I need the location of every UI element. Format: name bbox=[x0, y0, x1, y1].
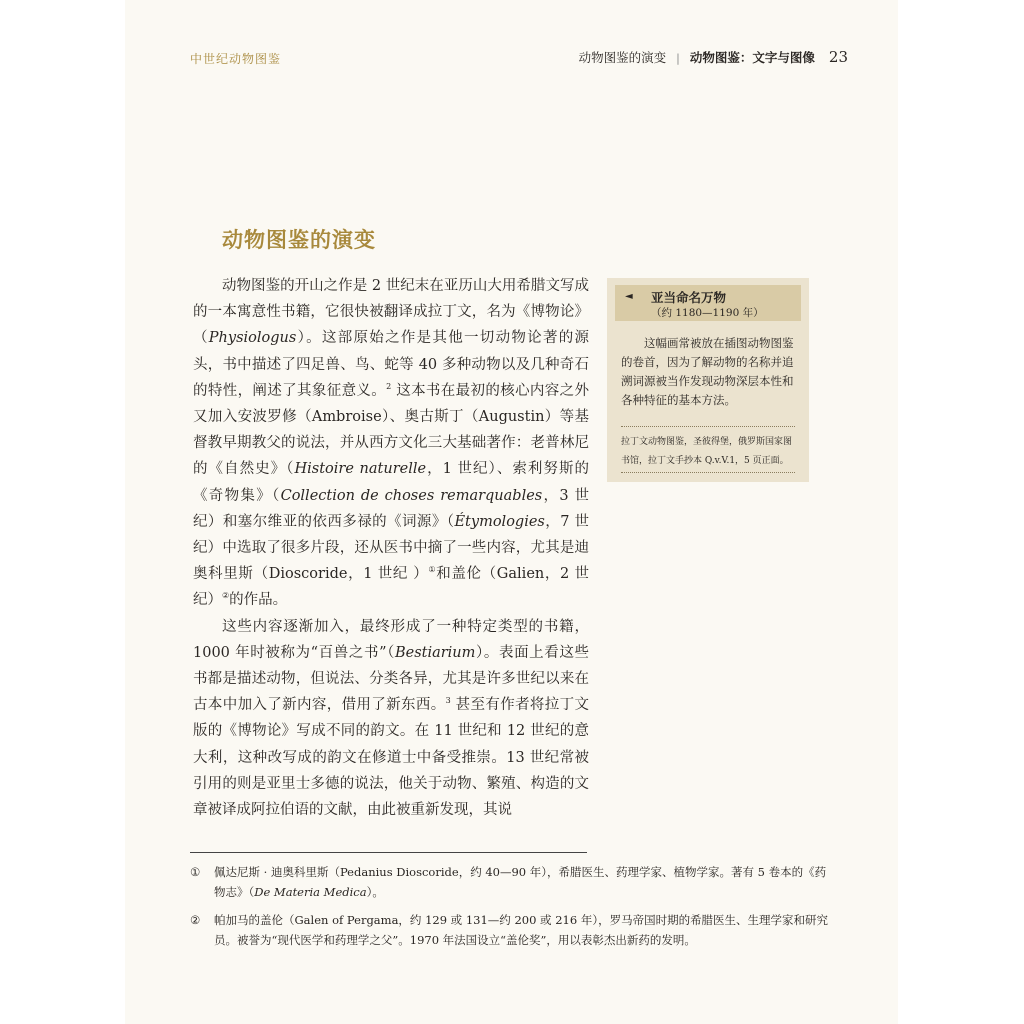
caption-source: 拉丁文动物图鉴，圣彼得堡，俄罗斯国家图书馆，拉丁文手抄本 Q.v.V.1，5 页正面。 bbox=[621, 437, 793, 466]
footnote-1: ① 佩达尼斯 · 迪奥科里斯（Pedanius Dioscoride，约 40—90 年），希腊医生、药理学家、植物学家。著有 5 卷本的《药物志》（De Materia Medica）。 bbox=[190, 862, 830, 902]
body-text bbox=[193, 273, 589, 823]
note-ref: 3 bbox=[445, 696, 451, 706]
caption-title: 亚当命名万物 bbox=[651, 290, 727, 305]
divider bbox=[621, 426, 795, 427]
note-ref: 2 bbox=[386, 381, 392, 391]
caption-header bbox=[615, 285, 801, 321]
running-head bbox=[579, 48, 848, 66]
footnote-2: ② 帕加马的盖伦（Galen of Pergama，约 129 或 131—约 200 或 216 年），罗马帝国时期的希腊医生、生理学家和研究员。被誉为“现代医学和药理学之父”。1970 年法国设立“盖伦奖”，用以表彰杰出新药的发明。 bbox=[190, 910, 830, 950]
left-arrow-icon: ◄ bbox=[625, 291, 633, 302]
running-head-book-title: 中世纪动物图鉴 bbox=[190, 52, 282, 66]
running-head-chapter: 动物图鉴：文字与图像 bbox=[689, 50, 815, 65]
footnote-mark: ② bbox=[190, 913, 201, 927]
page-number: 23 bbox=[828, 48, 848, 66]
footnotes bbox=[190, 862, 830, 958]
caption-sidebar bbox=[607, 278, 809, 482]
running-head-section: 动物图鉴的演变 bbox=[578, 50, 667, 65]
footnote-ref-1: ① bbox=[428, 565, 437, 575]
section-title: 动物图鉴的演变 bbox=[222, 227, 376, 252]
paragraph-2: 这些内容逐渐加入，最终形成了一种特定类型的书籍，1000 年时被称为“百兽之书”（Bestiarium）。表面上看这些书都是描述动物，但说法、分类各异，尤其是许多世纪以来在古本中加入了新内容，借用了新东西。$^3$ 甚至有作者将拉丁文版的《博物论》写成不同的韵文。在 11 世纪和 12 世纪的意大利，这种改写成的韵文在修道士中备受推崇。13 世纪常被引用的则是亚里士多德的说法，他关于动物、繁殖、构造的文章被译成阿拉伯语的文献，由此被重新发现，其说 bbox=[193, 618, 589, 819]
footnote-ref-2: ② bbox=[222, 591, 230, 601]
caption-date: （约 1180—1190 年） bbox=[651, 307, 764, 319]
caption-text: 这幅画常被放在插图动物图鉴的卷首，因为了解动物的名称并追溯词源被当作发现动物深层本性和各种特征的基本方法。 bbox=[621, 336, 794, 407]
divider bbox=[621, 472, 795, 473]
footnote-mark: ① bbox=[190, 865, 201, 879]
paragraph-1: 动物图鉴的开山之作是 2 世纪末在亚历山大用希腊文写成的一本寓意性书籍，它很快被翻译成拉丁文，名为《博物论》（Physiologus）。这部原始之作是其他一切动物论著的源头，书中描述了四足兽、鸟、蛇等 40 多种动物以及几种奇石的特性，阐述了其象征意义。$^2$ 这本书在最初的核心内容之外又加入安波罗修（Ambroise）、奥古斯丁（Augustin）等基督教早期教父的说法，并从西方文化三大基础著作：老普林尼的《自然史》（Histoire naturelle，1 世纪）、索利努斯的《奇物集》（Collection de choses remarquables，3 世纪）和塞尔维亚的依西多禄的《词源》（Étymologies，7 世纪）中选取了很多片段，还从医书中摘了一些内容，尤其是迪奥科里斯（Dioscoride，1 世纪 ）①和盖伦（Galien，2 世纪）②的作品。 bbox=[193, 278, 590, 609]
footnote-divider bbox=[190, 852, 587, 853]
running-head-separator: | bbox=[676, 52, 680, 65]
